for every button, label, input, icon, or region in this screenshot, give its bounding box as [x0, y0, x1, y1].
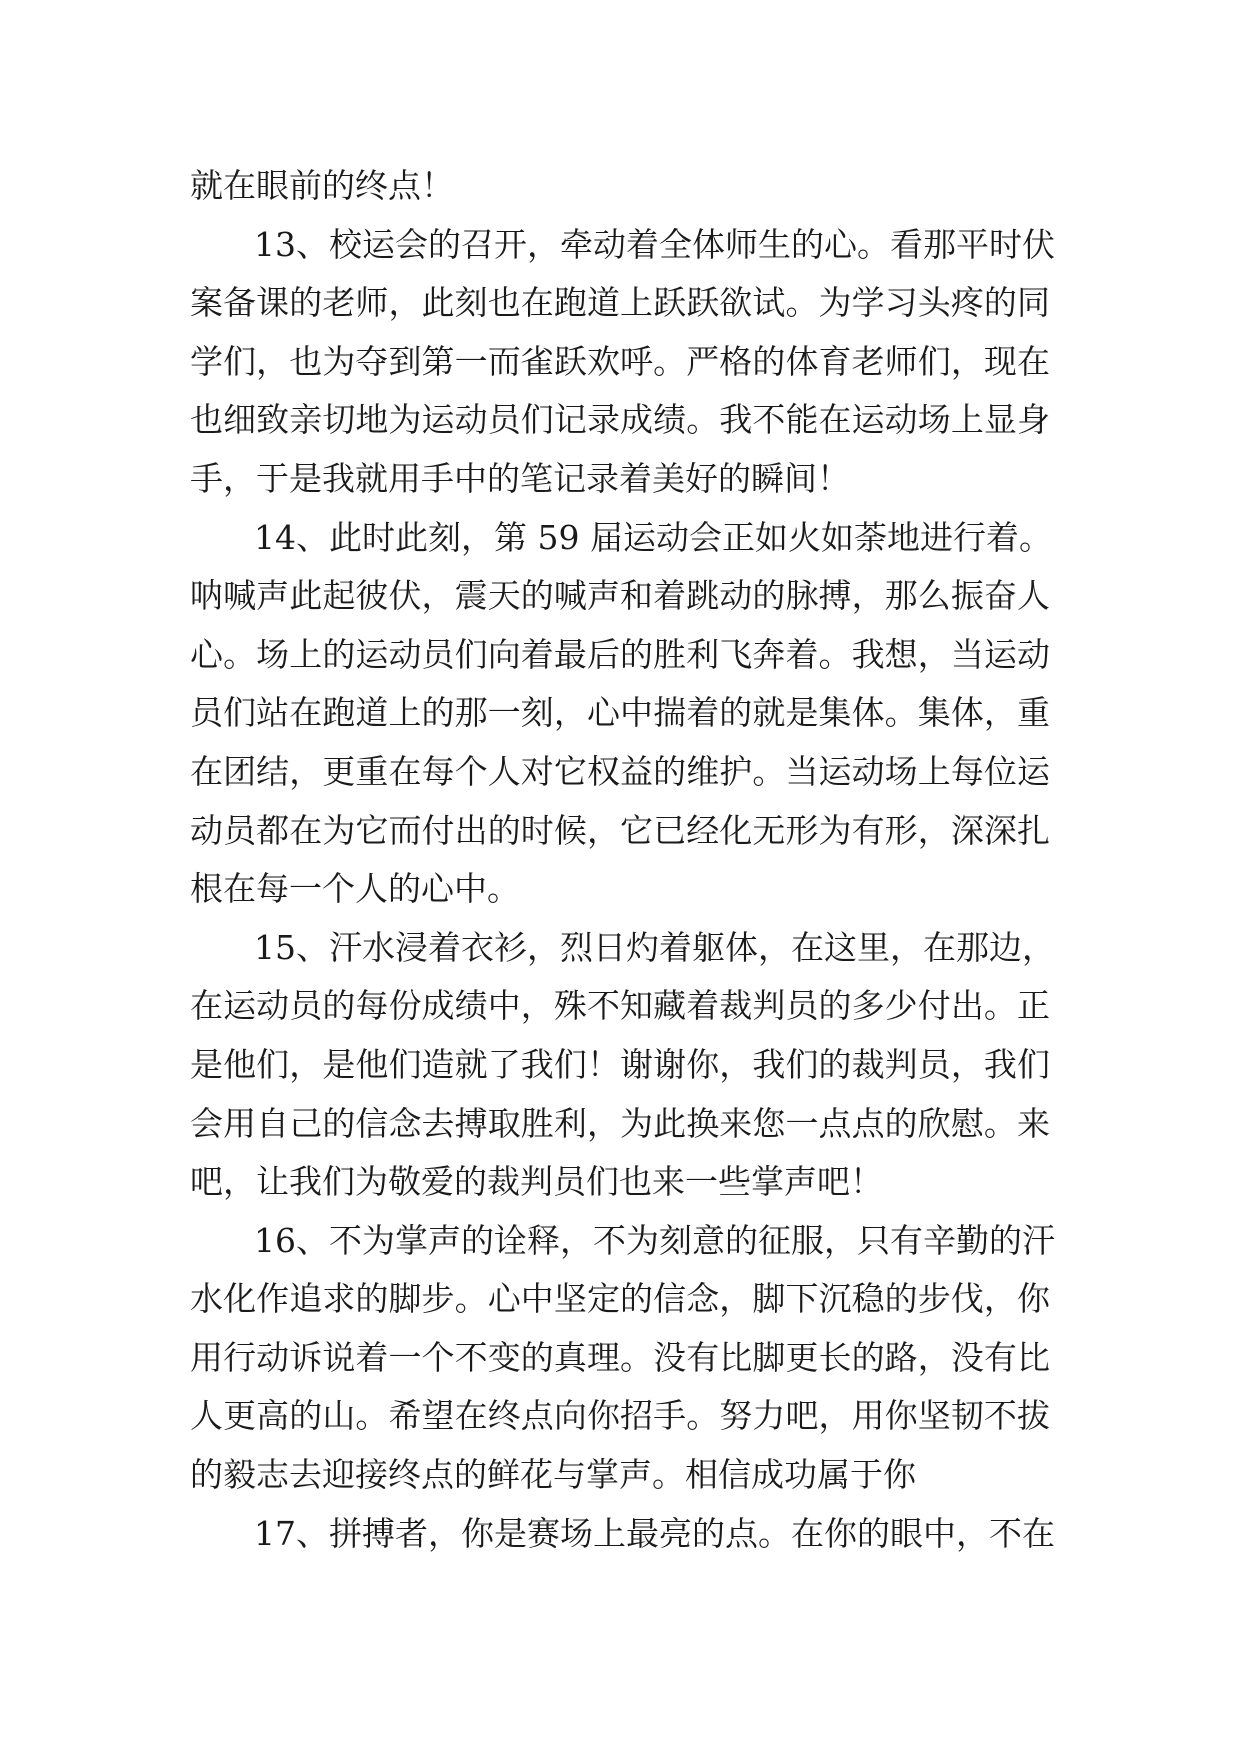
text-line: 用行动诉说着一个不变的真理。没有比脚更长的路，没有比: [190, 1337, 1050, 1377]
paragraph-13-start: 13、校运会的召开，牵动着全体师生的心。看那平时伏: [254, 224, 1055, 264]
text-line: 案备课的老师，此刻也在跑道上跃跃欲试。为学习头疼的同: [190, 283, 1050, 323]
text-line: 根在每一个人的心中。: [190, 869, 520, 909]
text-line: 也细致亲切地为运动员们记录成绩。我不能在运动场上显身: [190, 400, 1050, 440]
text-line: 手，于是我就用手中的笔记录着美好的瞬间！: [190, 458, 850, 498]
text-line: 在运动员的每份成绩中，殊不知藏着裁判员的多少付出。正: [190, 986, 1050, 1026]
text-line: 在团结，更重在每个人对它权益的维护。当运动场上每位运: [190, 751, 1050, 791]
text-line: 水化作追求的脚步。心中坚定的信念，脚下沉稳的步伐，你: [190, 1279, 1050, 1319]
text-line: 是他们，是他们造就了我们！谢谢你，我们的裁判员，我们: [190, 1044, 1050, 1084]
text-line: 的毅志去迎接终点的鲜花与掌声。相信成功属于你: [190, 1455, 916, 1495]
paragraph-17-start: 17、拼搏者，你是赛场上最亮的点。在你的眼中，不在: [254, 1513, 1055, 1553]
body-text: [190, 157, 1055, 1563]
text-line: 吧，让我们为敬爱的裁判员们也来一些掌声吧！: [190, 1162, 883, 1202]
paragraph-16-start: 16、不为掌声的诠释，不为刻意的征服，只有辛勤的汗: [254, 1220, 1055, 1260]
text-line: 人更高的山。希望在终点向你招手。努力吧，用你坚韧不拔: [190, 1396, 1050, 1436]
text-line: 就在眼前的终点！: [190, 166, 454, 205]
text-line: 会用自己的信念去搏取胜利，为此换来您一点点的欣慰。来: [190, 1103, 1050, 1143]
text-line: 呐喊声此起彼伏，震天的喊声和着跳动的脉搏，那么振奋人: [190, 576, 1050, 616]
text-line: 心。场上的运动员们向着最后的胜利飞奔着。我想，当运动: [190, 634, 1050, 674]
text-line: 员们站在跑道上的那一刻，心中揣着的就是集体。集体，重: [190, 693, 1050, 733]
text-line: 动员都在为它而付出的时候，它已经化无形为有形，深深扎: [190, 810, 1050, 850]
paragraph-14-start: 14、此时此刻，第 59 届运动会正如火如荼地进行着。: [254, 517, 1052, 557]
text-line: 学们，也为夺到第一而雀跃欢呼。严格的体育老师们，现在: [190, 341, 1050, 381]
paragraph-15-start: 15、汗水浸着衣衫，烈日灼着躯体，在这里，在那边，: [254, 927, 1055, 967]
